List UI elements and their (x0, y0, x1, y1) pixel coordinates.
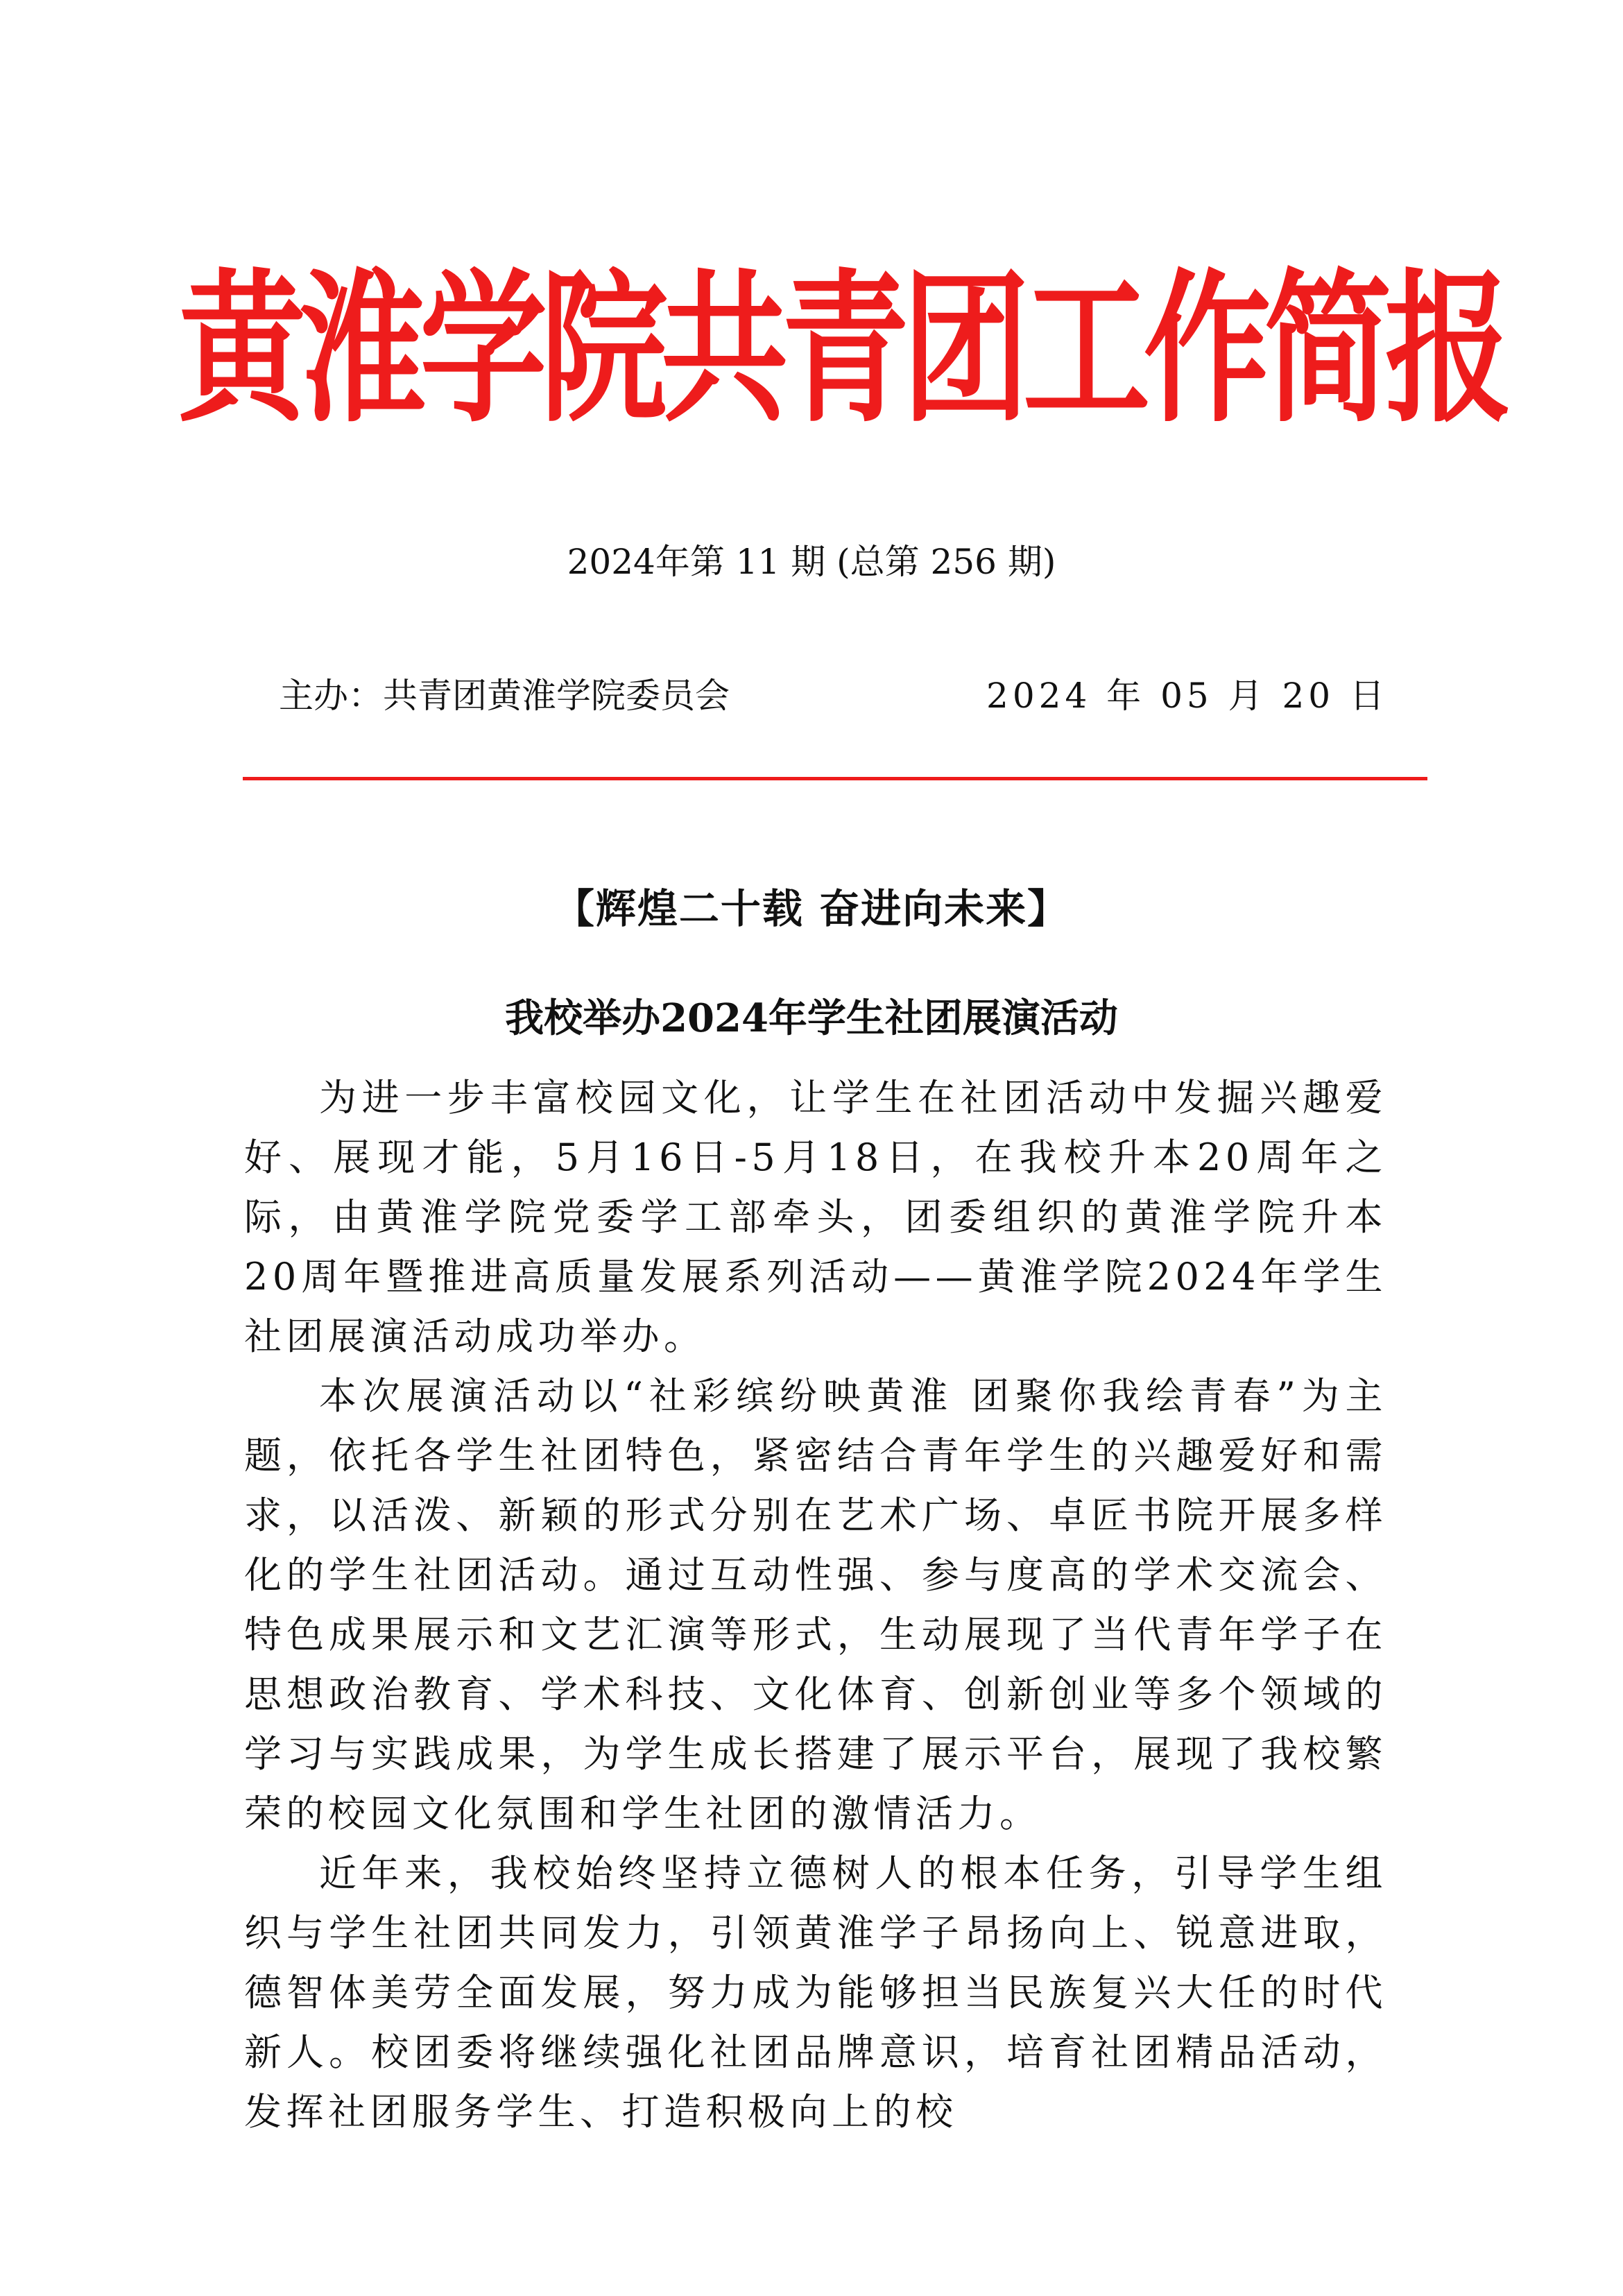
article-paragraph: 本次展演活动以“社彩缤纷映黄淮 团聚你我绘青春”为主题，依托各学生社团特色，紧密结合青年学生的兴趣爱好和需求，以活泼、新颖的形式分别在艺术广场、卓匠书院开展多样化的学生社团活动。通过互动性强、参与度高的学术交流会、特色成果展示和文艺汇演等形式，生动展现了当代青年学子在思想政治教育、学术科技、文化体育、创新创业等多个领域的学习与实践成果，为学生成长搭建了展示平台，展现了我校繁荣的校园文化氛围和学生社团的激情活力。 (244, 1374, 1387, 1835)
column-title: 【辉煌二十载 奋进向未来】 (553, 885, 1070, 932)
masthead-title: 黄淮学院共青团工作简报 (178, 255, 1506, 445)
article-title: 我校举办2024年学生社团展演活动 (505, 995, 1118, 1041)
sponsor-text: 主办：共青团黄淮学院委员会 (279, 676, 730, 716)
publish-date: 2024 年 05 月 20 日 (986, 676, 1389, 716)
article-paragraph: 近年来，我校始终坚持立德树人的根本任务，引导学生组织与学生社团共同发力，引领黄淮学子昂扬向上、锐意进取，德智体美劳全面发展，努力成为能够担当民族复兴大任的时代新人。校团委将继续强化社团品牌意识，培育社团精品活动，发挥社团服务学生、打造积极向上的校 (244, 1851, 1387, 2134)
meta-row (279, 671, 1389, 721)
header-divider (243, 777, 1427, 780)
article-body (244, 1068, 1387, 2142)
article-paragraph: 为进一步丰富校园文化，让学生在社团活动中发掘兴趣爱好、展现才能，5月16日-5月18日，在我校升本20周年之际，由黄淮学院党委学工部牵头，团委组织的黄淮学院升本20周年暨推进高质量发展系列活动——黄淮学院2024年学生社团展演活动成功举办。 (244, 1076, 1387, 1358)
issue-number: 2024年第 11 期 (总第 256 期) (567, 542, 1056, 582)
